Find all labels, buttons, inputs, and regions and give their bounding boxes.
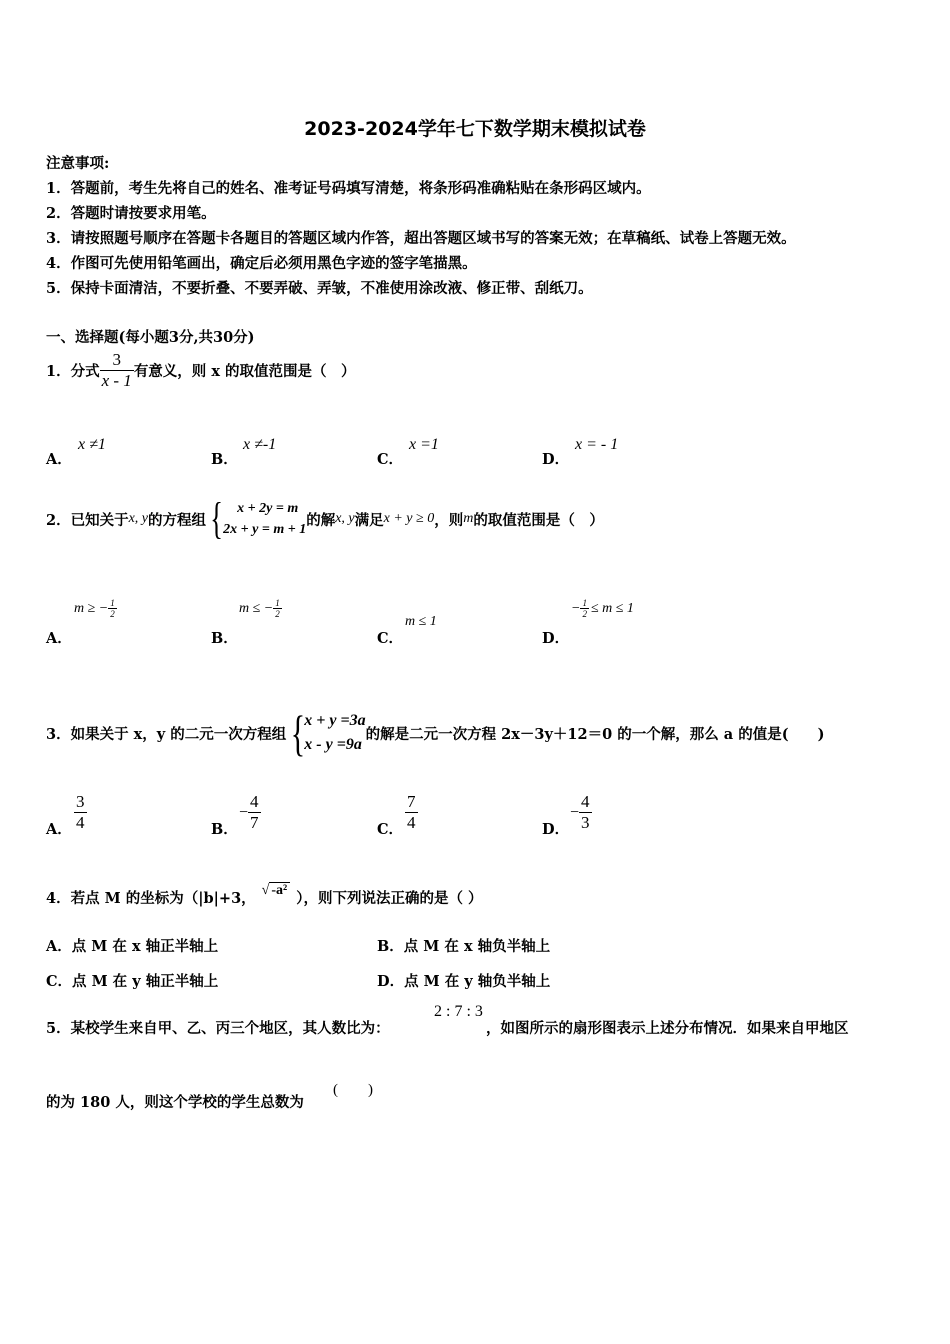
q3-option-d-frac <box>579 792 592 833</box>
q2-option-d-pre: − <box>571 600 581 616</box>
q4-suffix: ），则下列说法正确的是（ ） <box>296 889 483 907</box>
q3-option-a-den: 4 <box>76 813 85 832</box>
q2-option-c: m ≤ 1 <box>405 614 437 629</box>
q4-option-c: C．点 M 在 y 轴正半轴上 <box>46 973 219 990</box>
notice-heading: 注意事项: <box>46 155 110 172</box>
q2-option-b <box>239 598 282 619</box>
q2-mid2: 的解 <box>306 511 336 529</box>
section-title: 一、选择题(每小题3分,共30分) <box>46 329 255 346</box>
q1-option-a-label: A． <box>46 451 72 468</box>
notice-item-3: 3．请按照题号顺序在答题卡各题目的答题区域内作答，超出答题区域书写的答案无效；在草稿纸、试卷上答题无效。 <box>46 230 796 247</box>
q3-option-d-label: D． <box>542 821 570 838</box>
q3-option-c-num: 7 <box>407 792 416 811</box>
q2-option-b-frac <box>273 598 282 619</box>
q2-option-a-frac <box>108 598 117 619</box>
q1-option-c: x =1 <box>409 436 439 453</box>
q3-option-b-label: B． <box>211 821 238 838</box>
q2-system <box>223 498 306 540</box>
q1-fraction <box>100 350 134 391</box>
q2-option-a-pre: m ≥ − <box>74 600 109 616</box>
q3-system <box>304 709 365 757</box>
question-1 <box>46 350 356 391</box>
q2-option-a-label: A． <box>46 630 72 647</box>
q1-frac-num: 3 <box>112 350 121 369</box>
q3-option-a-frac <box>74 792 87 833</box>
q3-option-a-num: 3 <box>76 792 85 811</box>
q1-option-d: x = - 1 <box>575 436 619 453</box>
q2-option-a-num: 1 <box>110 598 115 608</box>
q2-option-d-label: D． <box>542 630 570 647</box>
notice-item-4: 4．作图可先使用铅笔画出，确定后必须用黑色字迹的签字笔描黑。 <box>46 255 477 272</box>
q3-option-d-den: 3 <box>581 813 590 832</box>
q3-option-c-frac <box>405 792 418 833</box>
q5-suffix: ，如图所示的扇形图表示上述分布情况．如果来自甲地区 <box>486 1020 849 1037</box>
q2-option-d-den: 2 <box>582 609 587 619</box>
q2-option-d <box>571 598 634 619</box>
q3-option-c-den: 4 <box>407 813 416 832</box>
q2-brace: { <box>210 494 223 543</box>
q4-option-d: D．点 M 在 y 轴负半轴上 <box>377 973 551 990</box>
q5-ratio: 2 : 7 : 3 <box>434 1003 483 1020</box>
q2-vars: x, y <box>128 511 149 526</box>
q2-var-m: m <box>463 511 474 526</box>
q5-answer-paren: ( ) <box>333 1082 373 1098</box>
q2-option-b-num: 1 <box>275 598 280 608</box>
q2-prefix: 2．已知关于 <box>46 511 129 529</box>
q3-option-a-label: A． <box>46 821 72 838</box>
q2-vars2: x, y <box>335 511 355 526</box>
q3-option-c-label: C． <box>377 821 404 838</box>
q2-mid1: 的方程组 <box>148 511 207 529</box>
q3-option-a <box>74 792 87 833</box>
q2-option-b-den: 2 <box>275 609 280 619</box>
q2-option-b-label: B． <box>211 630 238 647</box>
page-title: 2023-2024学年七下数学期末模拟试卷 <box>304 118 646 140</box>
q2-tail: 的取值范围是（ ） <box>473 511 604 529</box>
q1-prefix: 1．分式 <box>46 363 100 380</box>
notice-item-5: 5．保持卡面清洁，不要折叠、不要弄破、弄皱，不准使用涂改液、修正带、刮纸刀。 <box>46 280 593 297</box>
q1-frac-den: x - 1 <box>101 371 132 390</box>
q3-option-d <box>570 792 592 833</box>
q3-option-b-frac <box>248 792 261 833</box>
question-3 <box>46 707 824 759</box>
q2-mid3: 满足 <box>354 511 384 529</box>
notice-item-2: 2．答题时请按要求用笔。 <box>46 205 216 222</box>
q3-option-b-den: 7 <box>250 813 259 832</box>
q3-option-b <box>239 792 261 833</box>
q4-prefix: 4．若点 M 的坐标为（|b|+3， <box>46 889 256 907</box>
q3-option-d-sign: − <box>570 803 580 821</box>
q3-text: 的解是二元一次方程 2x－3y＋12＝0 的一个解，那么 a 的值是( ) <box>365 725 825 743</box>
q2-option-d-num: 1 <box>582 598 587 608</box>
q3-prefix: 3．如果关于 x，y 的二元一次方程组 <box>46 725 287 743</box>
q5-prefix: 5．某校学生来自甲、乙、丙三个地区，其人数比为： <box>46 1020 390 1037</box>
q2-option-b-pre: m ≤ − <box>239 600 274 616</box>
q3-option-c <box>405 792 418 833</box>
q2-eq1: x + 2y = m <box>237 501 299 516</box>
q4-sqrt: √ -a² <box>262 883 291 899</box>
q1-option-a: x ≠1 <box>78 436 106 453</box>
q2-eq2: 2x + y = m + 1 <box>223 522 307 537</box>
q1-option-d-label: D． <box>542 451 570 468</box>
q2-condition: x + y ≥ 0 <box>383 511 435 526</box>
q3-option-d-num: 4 <box>581 792 590 811</box>
q3-eq2: x - y =9a <box>304 736 362 753</box>
question-4 <box>46 882 483 912</box>
q2-option-d-post: ≤ m ≤ 1 <box>590 600 634 616</box>
q1-text: 有意义，则 x 的取值范围是（ ） <box>133 363 356 380</box>
q2-option-a-den: 2 <box>110 609 115 619</box>
q1-option-b: x ≠-1 <box>243 436 277 453</box>
question-2 <box>46 496 604 542</box>
q3-option-b-num: 4 <box>250 792 259 811</box>
q1-option-b-label: B． <box>211 451 238 468</box>
q2-option-a <box>74 598 117 619</box>
q2-mid4: ，则 <box>434 511 464 529</box>
q4-option-a: A．点 M 在 x 轴正半轴上 <box>46 938 219 955</box>
q3-eq1: x + y =3a <box>304 712 366 729</box>
q3-brace: { <box>291 705 306 761</box>
q1-option-c-label: C． <box>377 451 404 468</box>
q4-option-b: B．点 M 在 x 轴负半轴上 <box>377 938 551 955</box>
q3-option-b-sign: − <box>239 803 249 821</box>
q5-line2: 的为 180 人，则这个学校的学生总数为 <box>46 1094 304 1111</box>
q4-radicand: -a² <box>269 882 290 898</box>
notice-item-1: 1．答题前，考生先将自己的姓名、准考证号码填写清楚，将条形码准确粘贴在条形码区域内。 <box>46 180 651 197</box>
q2-option-d-frac <box>580 598 589 619</box>
q2-option-c-label: C． <box>377 630 404 647</box>
